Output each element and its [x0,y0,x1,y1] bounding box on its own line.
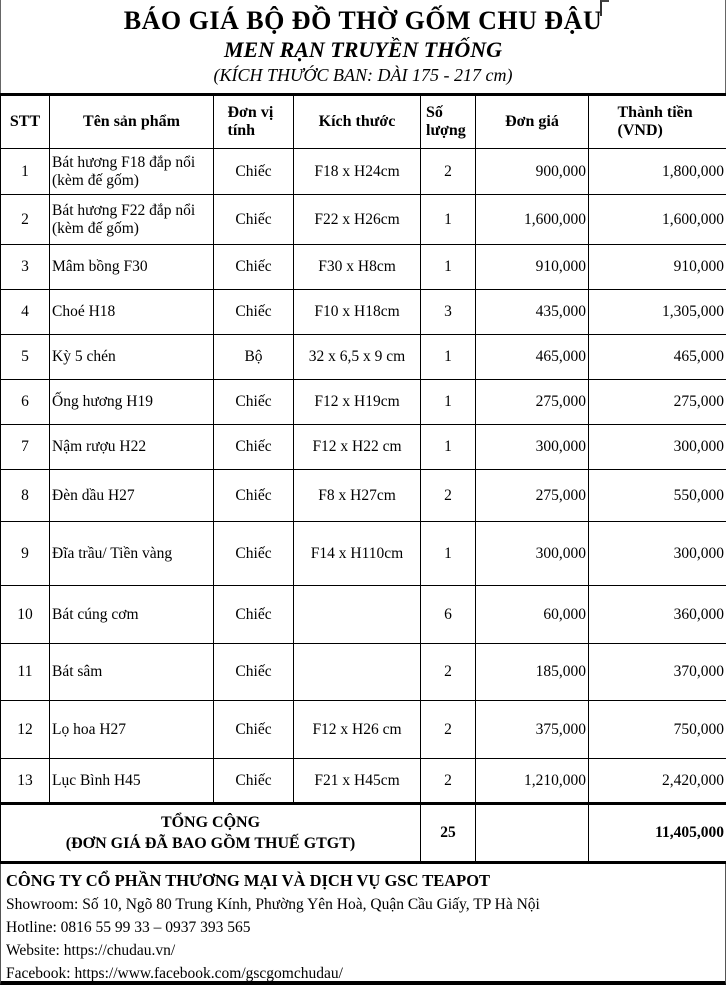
cell-total: 910,000 [589,245,726,290]
table-row [1,290,726,335]
facebook-line: Facebook: https://www.facebook.com/gscgomchudau/ [6,965,343,982]
cell-stt: 4 [1,290,50,335]
cell-size: F21 x H45cm [294,759,421,804]
header-size: Kích thước [294,95,421,149]
cell-unit: Chiếc [214,586,294,644]
cell-unit: Chiếc [214,701,294,759]
summary-label-line2: (ĐƠN GIÁ ĐÃ BAO GỒM THUẾ GTGT) [65,835,356,852]
cell-total: 1,800,000 [589,149,726,195]
cell-quantity: 2 [421,149,476,195]
cell-unit: Chiếc [214,522,294,586]
cell-product-name: Choé H18 [50,290,214,335]
cell-product-name: Mâm bồng F30 [50,245,214,290]
cell-stt: 5 [1,335,50,380]
cell-unit-price: 60,000 [476,586,589,644]
summary-total: 11,405,000 [589,804,726,863]
table-row [1,149,726,195]
cell-size: F8 x H27cm [294,470,421,522]
footer [0,864,726,985]
cell-total: 750,000 [589,701,726,759]
cell-stt: 3 [1,245,50,290]
cell-size: F10 x H18cm [294,290,421,335]
table-row [1,586,726,644]
cell-total: 550,000 [589,470,726,522]
table-row [1,644,726,701]
cell-quantity: 3 [421,290,476,335]
cell-quantity: 1 [421,380,476,425]
cell-quantity: 2 [421,470,476,522]
summary-label [1,804,421,863]
cell-stt: 7 [1,425,50,470]
cell-unit: Chiếc [214,644,294,701]
cell-stt: 6 [1,380,50,425]
cell-unit-price: 910,000 [476,245,589,290]
page-subtitle: MEN RẠN TRUYỀN THỐNG [223,37,503,62]
cell-stt: 13 [1,759,50,804]
cell-quantity: 1 [421,335,476,380]
cell-unit: Chiếc [214,245,294,290]
cell-stt: 9 [1,522,50,586]
cell-unit-price: 1,600,000 [476,195,589,245]
header-quantity-label: Số lượng [426,104,466,139]
cell-product-name: Bát hương F18 đắp nổi (kèm đế gốm) [50,149,214,195]
cell-quantity: 2 [421,644,476,701]
table-row [1,335,726,380]
cell-size [294,586,421,644]
cell-quantity: 1 [421,522,476,586]
header-unit-label: Đơn vị tính [227,104,274,139]
cell-total: 370,000 [589,644,726,701]
summary-label-line1: TỔNG CỘNG [160,814,261,831]
cell-unit: Chiếc [214,470,294,522]
cell-unit-price: 300,000 [476,425,589,470]
cell-quantity: 2 [421,759,476,804]
table-row [1,701,726,759]
cell-unit-price: 275,000 [476,470,589,522]
cell-unit-price: 435,000 [476,290,589,335]
cell-unit: Chiếc [214,149,294,195]
cell-total: 360,000 [589,586,726,644]
cell-total: 1,600,000 [589,195,726,245]
cell-quantity: 2 [421,701,476,759]
cell-unit: Chiếc [214,195,294,245]
title-block [0,0,726,93]
header-unit-price: Đơn giá [476,95,589,149]
cell-total: 300,000 [589,522,726,586]
cell-unit-price: 1,210,000 [476,759,589,804]
table-summary-row [1,804,726,863]
table-row [1,245,726,290]
header-total-label: Thành tiền (VND) [617,104,693,139]
cell-unit: Chiếc [214,759,294,804]
cell-quantity: 1 [421,425,476,470]
cell-stt: 11 [1,644,50,701]
cell-product-name: Bát hương F22 đắp nổi (kèm đế gốm) [50,195,214,245]
header-product-name: Tên sản phẩm [50,95,214,149]
hotline-line: Hotline: 0816 55 99 33 – 0937 393 565 [6,919,251,936]
price-table [0,93,726,864]
cell-size: F30 x H8cm [294,245,421,290]
cell-product-name: Lọ hoa H27 [50,701,214,759]
table-row [1,522,726,586]
summary-quantity: 25 [421,804,476,863]
cell-product-name: Lục Bình H45 [50,759,214,804]
cell-product-name: Ống hương H19 [50,380,214,425]
table-header-row [1,95,726,149]
cell-size: F22 x H26cm [294,195,421,245]
cell-quantity: 6 [421,586,476,644]
cell-total: 275,000 [589,380,726,425]
header-total [589,95,726,149]
cell-unit: Chiếc [214,290,294,335]
cell-product-name: Đèn dầu H27 [50,470,214,522]
website-line: Website: https://chudau.vn/ [6,942,176,959]
cell-product-name: Nậm rượu H22 [50,425,214,470]
table-row [1,759,726,804]
cell-unit-price: 275,000 [476,380,589,425]
cell-total: 300,000 [589,425,726,470]
company-name: CÔNG TY CỔ PHẦN THƯƠNG MẠI VÀ DỊCH VỤ GSC TEAPOT [6,871,491,890]
cell-product-name: Bát cúng cơm [50,586,214,644]
cell-size: F18 x H24cm [294,149,421,195]
cell-stt: 2 [1,195,50,245]
cell-quantity: 1 [421,245,476,290]
cell-stt: 12 [1,701,50,759]
cell-size [294,644,421,701]
cell-unit-price: 465,000 [476,335,589,380]
cell-product-name: Kỳ 5 chén [50,335,214,380]
cell-product-name: Đĩa trầu/ Tiền vàng [50,522,214,586]
cell-total: 2,420,000 [589,759,726,804]
table-row [1,470,726,522]
cell-stt: 8 [1,470,50,522]
cell-size: F12 x H19cm [294,380,421,425]
cell-size: F14 x H110cm [294,522,421,586]
cell-stt: 10 [1,586,50,644]
cell-unit-price: 300,000 [476,522,589,586]
cell-size: 32 x 6,5 x 9 cm [294,335,421,380]
table-row [1,380,726,425]
cell-unit-price: 900,000 [476,149,589,195]
cell-unit: Chiếc [214,380,294,425]
header-stt: STT [1,95,50,149]
page-title: BÁO GIÁ BỘ ĐỒ THỜ GỐM CHU ĐẬU [123,6,603,35]
cropped-table-artifact [600,0,609,16]
cell-total: 465,000 [589,335,726,380]
cell-quantity: 1 [421,195,476,245]
cell-stt: 1 [1,149,50,195]
cell-product-name: Bát sâm [50,644,214,701]
summary-unit-price-empty [476,804,589,863]
size-note: (KÍCH THƯỚC BAN: DÀI 175 - 217 cm) [213,65,513,85]
cell-size: F12 x H22 cm [294,425,421,470]
header-unit [214,95,294,149]
cell-size: F12 x H26 cm [294,701,421,759]
table-row [1,195,726,245]
cell-unit-price: 375,000 [476,701,589,759]
cell-unit: Bộ [214,335,294,380]
showroom-line: Showroom: Số 10, Ngõ 80 Trung Kính, Phường Yên Hoà, Quận Cầu Giấy, TP Hà Nội [6,896,540,913]
cell-unit-price: 185,000 [476,644,589,701]
header-quantity [421,95,476,149]
cell-total: 1,305,000 [589,290,726,335]
cell-unit: Chiếc [214,425,294,470]
table-row [1,425,726,470]
